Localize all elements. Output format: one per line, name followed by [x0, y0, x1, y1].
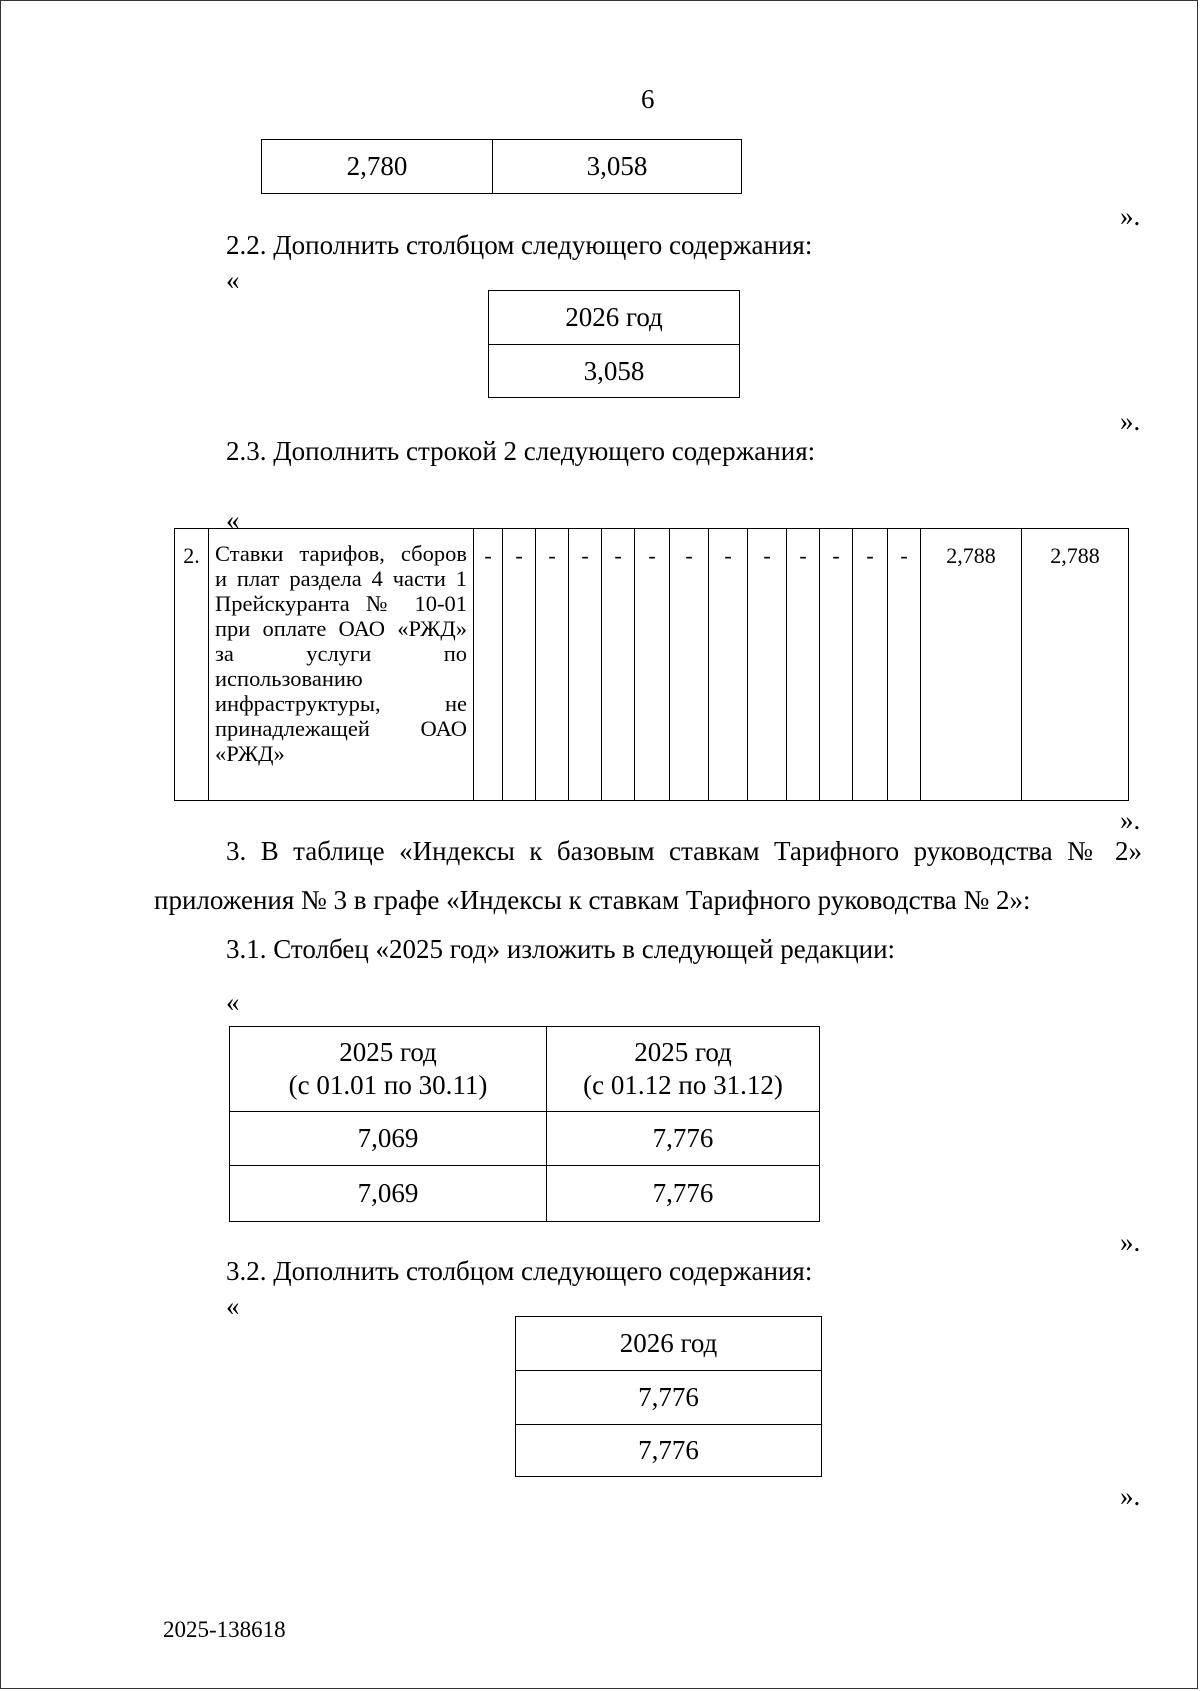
- opening-quote: «: [226, 1291, 240, 1321]
- description-line: при оплате ОАО «РЖД»: [215, 616, 467, 641]
- dash-cell: -: [635, 529, 670, 801]
- header-line: (с 01.01 по 30.11): [288, 1070, 488, 1100]
- dash-cell: -: [602, 529, 635, 801]
- section-3-1-text: 3.1. Столбец «2025 год» изложить в следующей редакции:: [226, 934, 896, 964]
- section-2-3-table: [174, 528, 1129, 801]
- table-cell: 7,776: [516, 1425, 822, 1477]
- table-row: [489, 345, 740, 398]
- closing-quote: ».: [1120, 805, 1141, 835]
- table-header-cell: 2026 год: [516, 1317, 822, 1371]
- table-cell: 7,069: [230, 1112, 547, 1166]
- dash-cell: -: [787, 529, 820, 801]
- table-cell: 3,058: [489, 345, 740, 398]
- description-line: «РЖД»: [215, 741, 285, 766]
- top-values-table: [261, 139, 742, 194]
- row-number-cell: 2.: [175, 529, 209, 801]
- closing-quote: ».: [1120, 201, 1141, 231]
- description-line: и плат раздела 4 части 1: [215, 566, 467, 591]
- table-row: [230, 1112, 820, 1166]
- table-cell: 7,776: [516, 1371, 822, 1425]
- description-line: инфраструктуры, не: [215, 691, 467, 716]
- dash-cell: -: [474, 529, 503, 801]
- description-line: за услуги по: [215, 641, 467, 666]
- section-2-3-text: 2.3. Дополнить строкой 2 следующего содержания:: [226, 436, 816, 466]
- section-2-2-text: 2.2. Дополнить столбцом следующего содержания:: [226, 230, 813, 260]
- opening-quote: «: [226, 265, 240, 295]
- table-row: [230, 1166, 820, 1222]
- table-header-cell: [230, 1027, 547, 1112]
- dash-cell: -: [820, 529, 853, 801]
- dash-cell: -: [748, 529, 787, 801]
- description-line: использованию: [215, 666, 363, 691]
- document-id: 2025-138618: [163, 1617, 286, 1642]
- table-cell: 3,058: [493, 140, 742, 194]
- table-row: [489, 291, 740, 345]
- dash-cell: -: [888, 529, 921, 801]
- table-row: [175, 529, 1129, 801]
- table-cell: 7,776: [547, 1166, 820, 1222]
- section-3-1-table: [229, 1026, 820, 1222]
- page-number: 6: [641, 84, 655, 114]
- description-line: Ставки тарифов, сборов: [215, 541, 467, 566]
- opening-quote: «: [226, 987, 240, 1017]
- dash-cell: -: [536, 529, 569, 801]
- header-line: 2025 год: [339, 1037, 437, 1067]
- table-row: [516, 1317, 822, 1371]
- value-cell: 2,788: [921, 529, 1022, 801]
- table-cell: 7,776: [547, 1112, 820, 1166]
- closing-quote: ».: [1120, 1481, 1141, 1511]
- dash-cell: -: [709, 529, 748, 801]
- section-3-line-2: приложения № 3 в графе «Индексы к ставкам Тарифного руководства № 2»:: [154, 885, 1031, 915]
- table-header-cell: 2026 год: [489, 291, 740, 345]
- dash-cell: -: [670, 529, 709, 801]
- table-cell: 7,069: [230, 1166, 547, 1222]
- section-3-2-text: 3.2. Дополнить столбцом следующего содержания:: [226, 1256, 813, 1286]
- table-row: [262, 140, 742, 194]
- table-header-row: [230, 1027, 820, 1112]
- description-line: принадлежащей ОАО: [215, 716, 467, 741]
- header-line: (с 01.12 по 31.12): [583, 1070, 783, 1100]
- table-header-cell: [547, 1027, 820, 1112]
- header-line: 2025 год: [634, 1037, 732, 1067]
- closing-quote: ».: [1120, 406, 1141, 436]
- table-cell: 2,780: [262, 140, 493, 194]
- value-cell: 2,788: [1022, 529, 1129, 801]
- section-2-2-table: [488, 290, 740, 398]
- description-line: Прейскуранта № 10-01: [215, 591, 467, 616]
- dash-cell: -: [853, 529, 888, 801]
- opening-quote: «: [226, 505, 240, 535]
- section-3-2-table: [515, 1316, 822, 1477]
- dash-cell: -: [569, 529, 602, 801]
- table-row: [516, 1371, 822, 1425]
- row-description-cell: [209, 529, 474, 801]
- table-row: [516, 1425, 822, 1477]
- closing-quote: ».: [1120, 1227, 1141, 1257]
- dash-cell: -: [503, 529, 536, 801]
- section-3-line-1: 3. В таблице «Индексы к базовым ставкам Тарифного руководства № 2»: [226, 836, 1142, 866]
